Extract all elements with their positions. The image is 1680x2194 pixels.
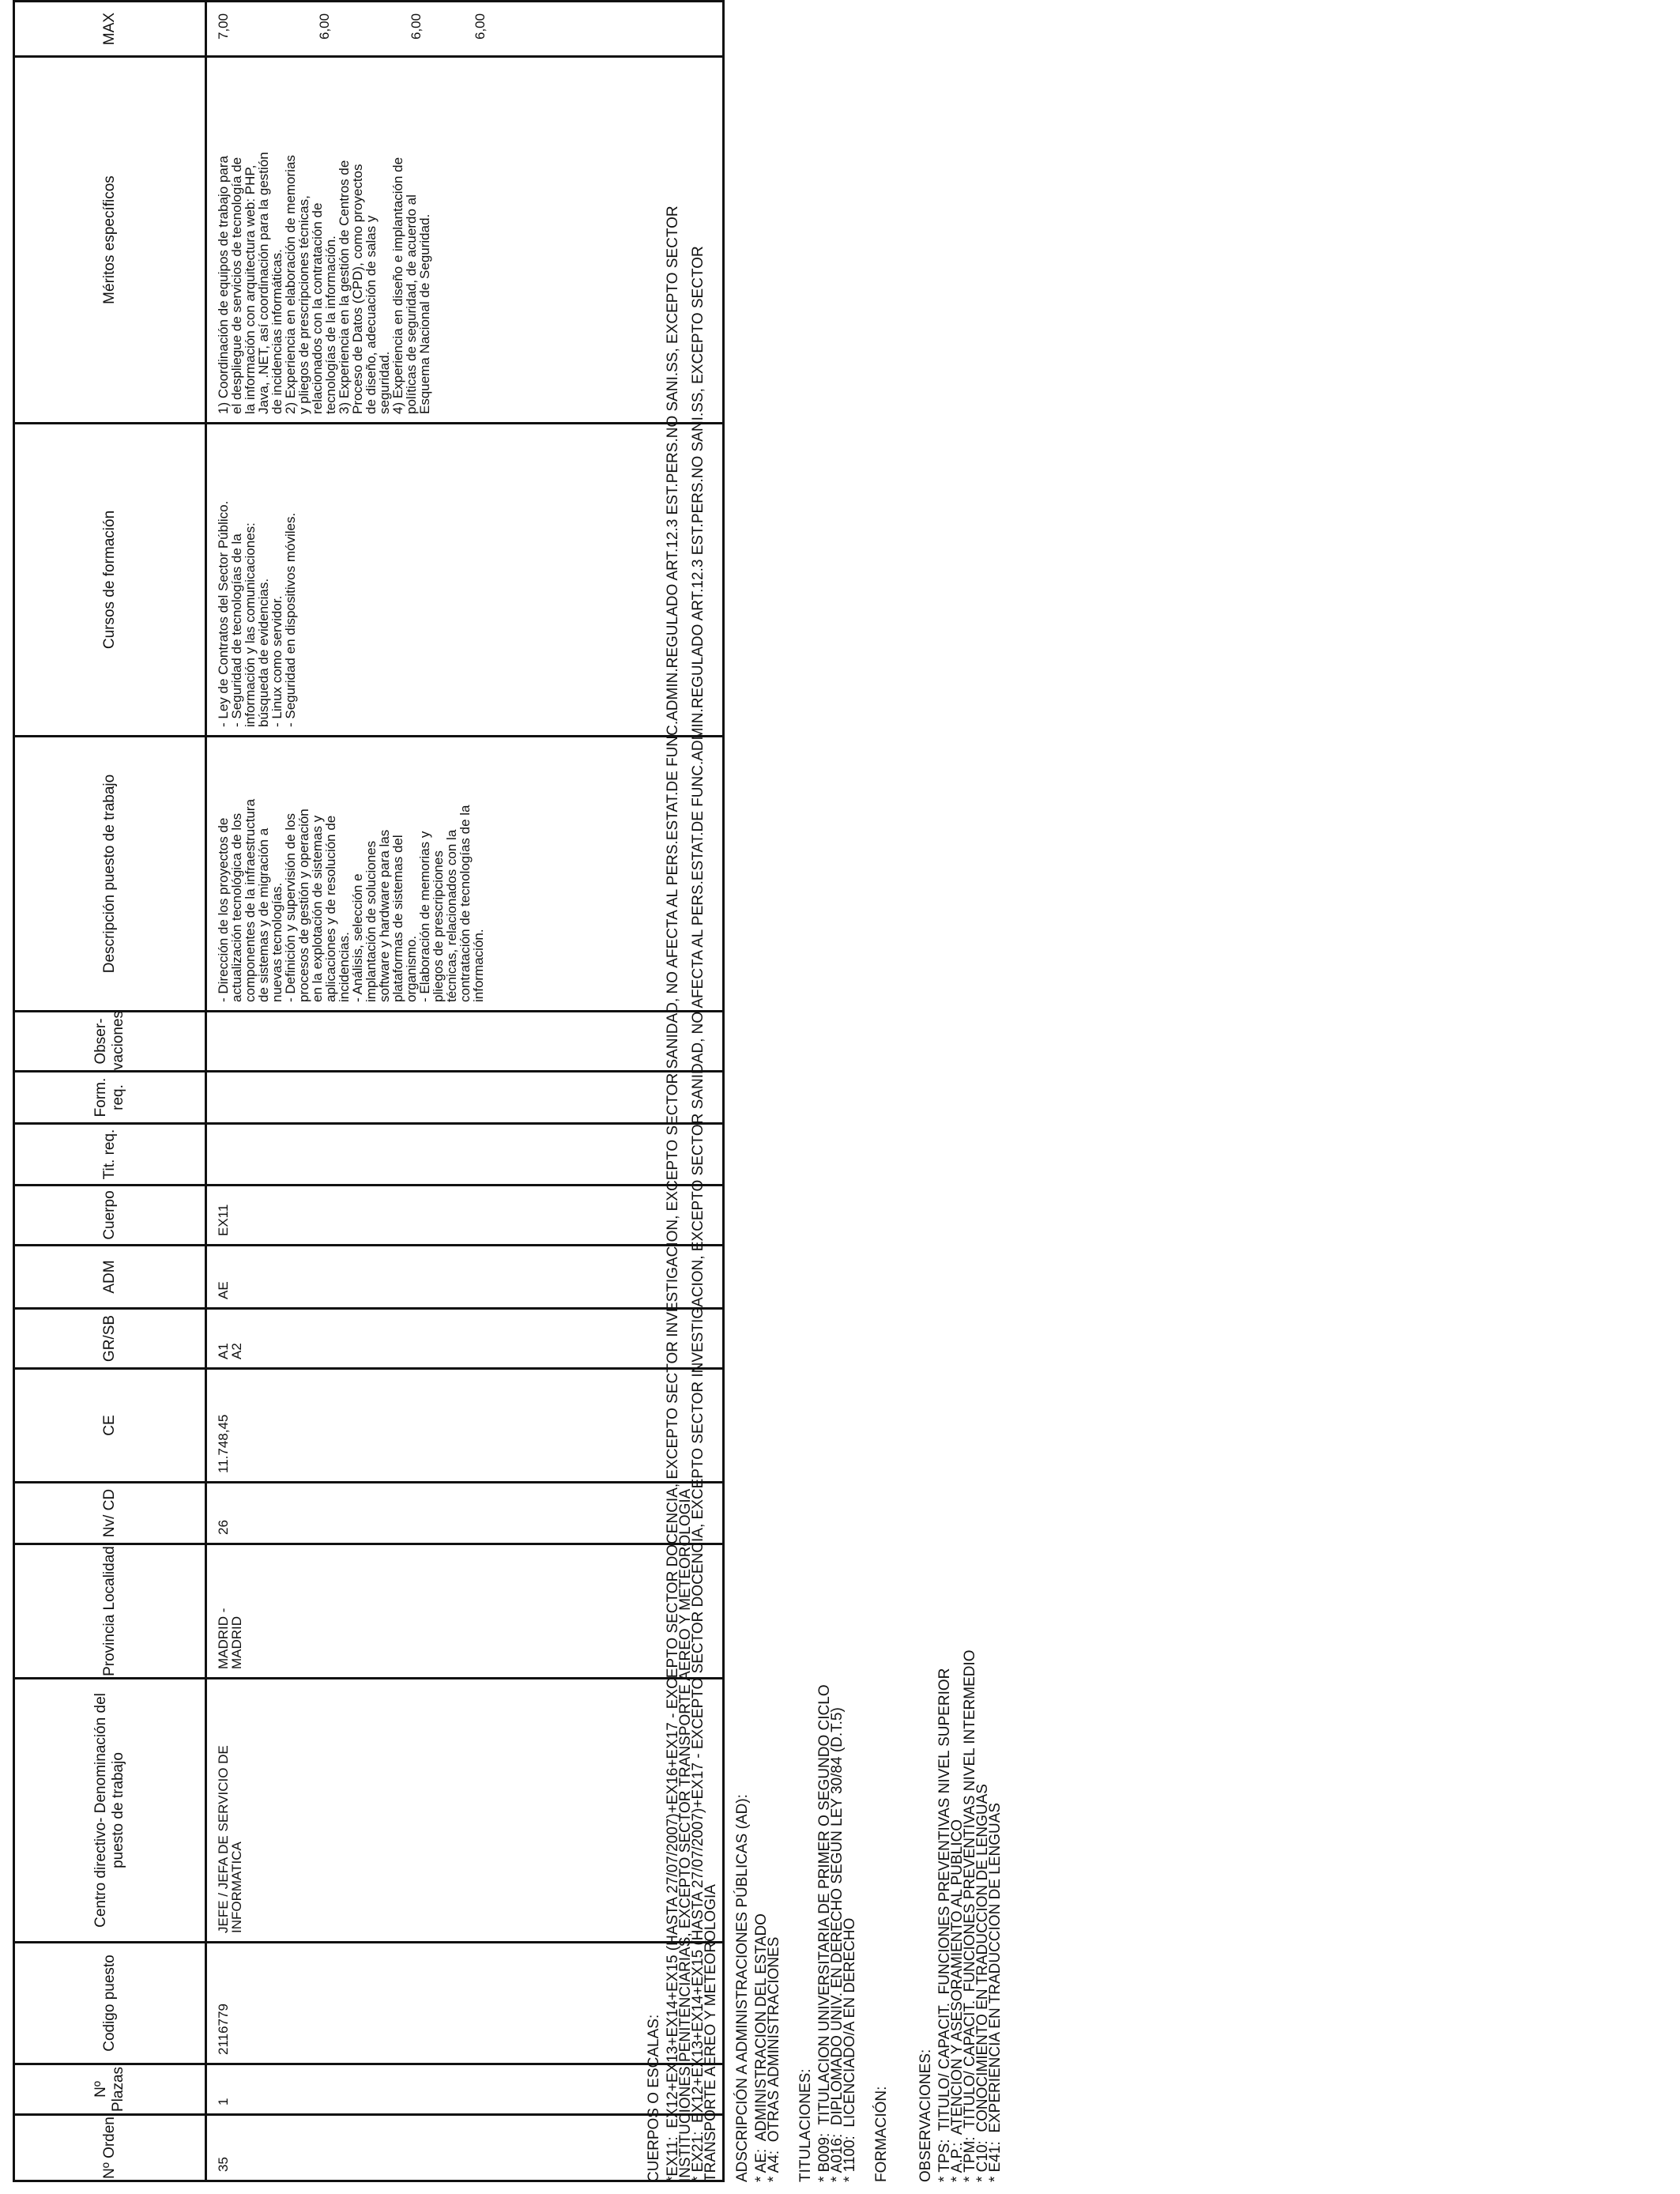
- cell-plazas: 1: [206, 2064, 724, 2115]
- cell-cuerpo: EX11: [206, 1186, 724, 1246]
- adscripcion-line: * A4: OTRAS ADMINISTRACIONES: [766, 1936, 782, 2182]
- cell-centro: JEFE / JEFA DE SERVICIO DE INFORMATICA: [206, 1679, 724, 1943]
- table-row: [206, 0, 724, 2181]
- observaciones-line: * E41: EXPERIENCIA EN TRADUCCION DE LENGUAS: [987, 1802, 1004, 2182]
- cuerpos-line: *EX11: EX12+EX13+EX14+EX15 (HASTA 27/07/2007)+EX16+EX17 - EXCEPTO SECTOR DOCENCIA, EXCEPTO SECTOR INVESTIGACION, EXCEPTO SECTOR SANIDAD, NO AFECTA AL PERS.ESTAT.DE FUNC.ADMIN.REGULADO ART.12.3 EST.PERS.NO SANI.SS, EXCEPTO SECTOR: [665, 205, 681, 2182]
- titulaciones-line: * B009: TITULACION UNIVERSITARIA DE PRIMER O SEGUNDO CICLO: [816, 1684, 833, 2182]
- observaciones-line: * TPS: TITULO/ CAPACIT. FUNCIONES PREVENTIVAS NIVEL SUPERIOR: [936, 1668, 953, 2182]
- formacion-title: FORMACIÓN:: [873, 2086, 890, 2182]
- max-value: 7,00: [216, 13, 231, 40]
- titulaciones-title: TITULACIONES:: [797, 2068, 814, 2182]
- observaciones-line: * TPM: TITULO/ CAPACIT. FUNCIONES PREVENTIVAS NIVEL INTERMEDIO: [962, 1649, 978, 2182]
- cell-ce: 11.748,45: [206, 1369, 724, 1483]
- cuerpos-line: INSTITUCIONES PENITENCIARIAS, EXCEPTO SECTOR TRANSPORTE AEREO Y METEOROLOGIA: [677, 1488, 694, 2182]
- header-meritos: Méritos específicos: [14, 57, 206, 424]
- observaciones-line: * A.P.: ATENCION Y ASESORAMIENTO AL PUBLICO: [949, 1819, 966, 2182]
- max-value: 6,00: [317, 13, 332, 40]
- cuerpos-title: CUERPOS O ESCALAS:: [646, 2014, 662, 2182]
- header-tit: Tit. req.: [14, 1124, 206, 1186]
- header-obs: Obser- vaciones: [14, 1012, 206, 1072]
- cell-cursos: - Ley de Contratos del Sector Público. - Seguridad de tecnologías de la información y las comunicaciones: búsqueda de evidencias. - Linux como servidor. - Seguridad en dispositivos móviles.: [206, 424, 724, 737]
- header-nivel: Nv/ CD: [14, 1483, 206, 1544]
- max-value: 6,00: [409, 13, 424, 40]
- header-cuerpo: Cuerpo: [14, 1186, 206, 1246]
- cell-provincia: MADRID - MADRID: [206, 1544, 724, 1679]
- cuerpos-line: TRANSPORTE AEREO Y METEOROLOGIA: [703, 1884, 719, 2182]
- cell-orden: 35: [206, 2115, 724, 2181]
- header-max: MAX: [14, 2, 206, 57]
- cell-descripcion: - Dirección de los proyectos de actualización tecnológica de los componentes de la infraestructura de sistemas y de migración a nuevas tecnologías. - Definición y supervisión de los procesos de gestión y operación en la explotación de sistemas y aplicaciones y de resolución de incidencias. - Análisis, selección e implantación de soluciones software y hardware para las plataformas de sistemas del organismo. - Elaboración de memorias y pliegos de prescripciones técnicas, relacionados con la contratación de tecnologías de la información.: [206, 737, 724, 1012]
- header-plazas: Nº Plazas: [14, 2064, 206, 2115]
- cuerpos-line: * EX21: EX12+EX13+EX14+EX15 (HASTA 27/07/2007)+EX17 - EXCEPTO SECTOR DOCENCIA, EXCEPTO SECTOR INVESTIGACION, EXCEPTO SECTOR SANIDAD, NO AFECTA AL PERS.ESTAT.DE FUNC.ADMIN.REGULADO ART.12.3 EST.PERS.NO SANI.SS, EXCEPTO SECTOR: [690, 246, 706, 2182]
- observaciones-title: OBSERVACIONES:: [917, 2049, 934, 2182]
- job-positions-table: [13, 0, 725, 2182]
- titulaciones-line: * A016: DIPLOMADO UNIV. EN DERECHO SEGÚN LEY 30/84 (D.T.5): [829, 1707, 846, 2182]
- titulaciones-line: * 1100: LICENCIADO/A EN DERECHO: [842, 1917, 858, 2182]
- cell-adm: AE: [206, 1246, 724, 1309]
- header-ce: CE: [14, 1369, 206, 1483]
- cell-codigo: 2116779: [206, 1943, 724, 2064]
- cell-meritos: 1) Coordinación de equipos de trabajo para el despliegue de servicios de tecnología de la información con arquitectura web: PHP, Java, .NET, así coordinación para la gestión de incidencias informáticas. 2) Experiencia en elaboración de memorias y pliegos de prescripciones técnicas, relacionados con la contratación de tecnologías de la información. 3) Experiencia en la gestión de Centros de Proceso de Datos (CPD), como proyectos de diseño, adecuación de salas y seguridad. 4) Experiencia en diseño e implantación de políticas de seguridad, de acuerdo al Esquema Nacional de Seguridad.: [206, 57, 724, 424]
- header-orden: Nº Orden: [14, 2115, 206, 2181]
- header-adm: ADM: [14, 1246, 206, 1309]
- header-centro: Centro directivo- Denominación del puesto de trabajo: [14, 1679, 206, 1943]
- header-grupo: GR/SB: [14, 1309, 206, 1369]
- header-me: [14, 0, 206, 2]
- adscripcion-title: ADSCRIPCIÓN A ADMINISTRACIONES PÚBLICAS (AD):: [734, 1794, 751, 2182]
- notes-section: [648, 17, 1021, 2182]
- header-codigo: Codigo puesto: [14, 1943, 206, 2064]
- adscripcion-line: * AE: ADMINISTRACION DEL ESTADO: [753, 1913, 770, 2182]
- table-header-row: [14, 0, 206, 2181]
- cell-grupo: A1 A2: [206, 1309, 724, 1369]
- header-descripcion: Descripción puesto de trabajo: [14, 737, 206, 1012]
- cell-obs: [206, 1012, 724, 1072]
- max-value: 6,00: [473, 13, 488, 40]
- cell-nivel: 26: [206, 1483, 724, 1544]
- header-cursos: Cursos de formación: [14, 424, 206, 737]
- header-provincia: Provincia Localidad: [14, 1544, 206, 1679]
- observaciones-line: * C10: CONOCIMIENTO EN TRADUCCION DE LENGUAS: [974, 1784, 991, 2182]
- cell-max: [206, 2, 724, 57]
- cell-tit: [206, 1124, 724, 1186]
- header-form: Form. req.: [14, 1072, 206, 1124]
- cell-form: [206, 1072, 724, 1124]
- cell-me: [206, 0, 724, 2]
